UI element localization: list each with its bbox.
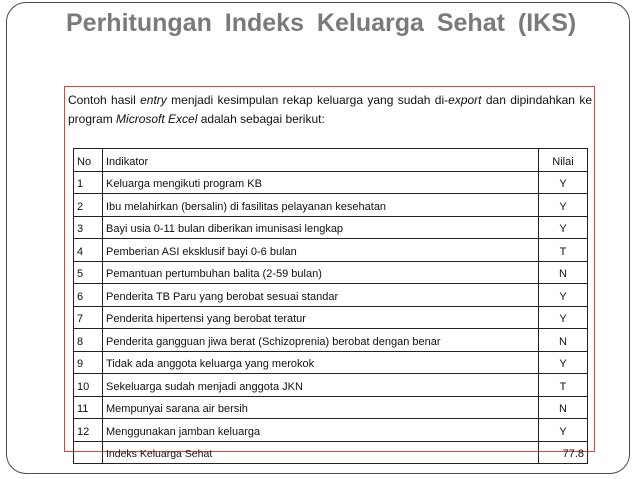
row-indikator: Penderita gangguan jiwa berat (Schizoprenia) berobat dengan benar — [103, 329, 539, 352]
row-nilai: Y — [539, 351, 588, 374]
table-row — [74, 396, 588, 419]
row-indikator: Penderita TB Paru yang berobat sesuai standar — [103, 284, 539, 307]
summary-row — [74, 441, 588, 464]
row-nilai: N — [539, 396, 588, 419]
header-no: No — [74, 149, 103, 172]
row-nilai: Y — [539, 194, 588, 217]
table-row — [74, 374, 588, 397]
row-indikator: Menggunakan jamban keluarga — [103, 419, 539, 442]
iks-table — [73, 148, 588, 464]
intro-text-4: adalah sebagai berikut: — [197, 112, 325, 126]
row-nilai: N — [539, 329, 588, 352]
intro-text-1: Contoh hasil — [68, 93, 141, 107]
row-indikator: Ibu melahirkan (bersalin) di fasilitas pelayanan kesehatan — [103, 194, 539, 217]
table-row — [74, 306, 588, 329]
header-indikator: Indikator — [103, 149, 539, 172]
row-no: 2 — [74, 194, 103, 217]
row-indikator: Penderita hipertensi yang berobat teratur — [103, 306, 539, 329]
header-nilai: Nilai — [539, 149, 588, 172]
row-no: 10 — [74, 374, 103, 397]
row-nilai: N — [539, 261, 588, 284]
row-no: 12 — [74, 419, 103, 442]
row-no: 6 — [74, 284, 103, 307]
row-indikator: Pemantuan pertumbuhan balita (2-59 bulan) — [103, 261, 539, 284]
row-no: 9 — [74, 351, 103, 374]
row-no: 11 — [74, 396, 103, 419]
row-no: 5 — [74, 261, 103, 284]
row-indikator: Mempunyai sarana air bersih — [103, 396, 539, 419]
row-nilai: Y — [539, 284, 588, 307]
row-no: 3 — [74, 216, 103, 239]
row-indikator: Tidak ada anggota keluarga yang merokok — [103, 351, 539, 374]
table-header-row — [74, 149, 588, 172]
intro-em-export: export — [448, 93, 482, 107]
row-nilai: Y — [539, 171, 588, 194]
intro-paragraph — [68, 91, 592, 129]
table-row — [74, 329, 588, 352]
table-row — [74, 284, 588, 307]
row-nilai: Y — [539, 419, 588, 442]
intro-text-2: menjadi kesimpulan rekap keluarga yang sudah di- — [166, 93, 449, 107]
row-indikator: Sekeluarga sudah menjadi anggota JKN — [103, 374, 539, 397]
table-row — [74, 216, 588, 239]
intro-em-entry: entry — [140, 93, 167, 107]
row-indikator: Pemberian ASI eksklusif bayi 0-6 bulan — [103, 239, 539, 262]
slide-title: Perhitungan Indeks Keluarga Sehat (IKS) — [66, 9, 577, 37]
row-no: 4 — [74, 239, 103, 262]
row-nilai: T — [539, 239, 588, 262]
row-nilai: Y — [539, 306, 588, 329]
row-no: 7 — [74, 306, 103, 329]
table-row — [74, 261, 588, 284]
row-indikator: Bayi usia 0-11 bulan diberikan imunisasi lengkap — [103, 216, 539, 239]
intro-em-excel: Microsoft Excel — [116, 112, 198, 126]
table-row — [74, 239, 588, 262]
row-no: 1 — [74, 171, 103, 194]
table-row — [74, 351, 588, 374]
row-no: 8 — [74, 329, 103, 352]
table-row — [74, 194, 588, 217]
table-row — [74, 419, 588, 442]
intro-text-3: dan dipindahkan ke program — [68, 93, 592, 126]
table-row — [74, 171, 588, 194]
summary-empty-cell — [74, 441, 103, 464]
content-box — [64, 86, 595, 460]
row-indikator: Keluarga mengikuti program KB — [103, 171, 539, 194]
row-nilai: Y — [539, 216, 588, 239]
row-nilai: T — [539, 374, 588, 397]
summary-value: 77.8 — [539, 441, 588, 464]
summary-label: Indeks Keluarga Sehat — [103, 441, 539, 464]
